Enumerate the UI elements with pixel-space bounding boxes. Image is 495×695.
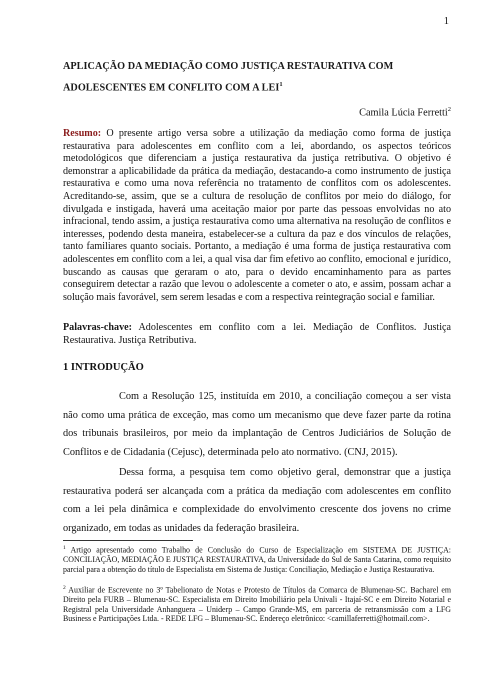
body-paragraph: Com a Resolução 125, instituída em 2010, a conciliação começou a ser vista não como uma prática de exceção, mas como um mecanismo que deve fazer parte da rotina dos tribunais brasileiros, por meio da implantação de Centros Judiciários de Solução de Conflitos e de Cidadania (Cejusc), determinada pelo ato normativo. (CNJ, 2015). <box>63 391 451 458</box>
author-name: Camila Lúcia Ferretti <box>359 107 448 119</box>
title-text: APLICAÇÃO DA MEDIAÇÃO COMO JUSTIÇA RESTAURATIVA COM ADOLESCENTES EM CONFLITO COM A LEI <box>63 61 394 94</box>
abstract-label: Resumo: <box>63 128 102 139</box>
body-paragraph: Dessa forma, a pesquisa tem como objetivo geral, demonstrar que a justiça restaurativa poderá ser alcançada com a prática da mediação com adolescentes em conflito com a lei pela dinâmica e complexidade do envolvimento crescente dos jovens no crime organizado, em todas as unidades da federação brasileira. <box>63 467 451 534</box>
section-heading: 1 INTRODUÇÃO <box>63 362 144 373</box>
abstract <box>63 128 451 304</box>
keywords-text: Adolescentes em conflito com a lei. Mediação de Conflitos. Justiça Restaurativa. Justiça Retributiva. <box>63 322 451 346</box>
footnote-2 <box>63 584 451 624</box>
page-number: 1 <box>443 16 449 27</box>
author-footnote-mark[interactable]: 2 <box>447 106 451 113</box>
footnote-1 <box>63 544 451 574</box>
keywords-label: Palavras-chave: <box>63 322 132 333</box>
abstract-text: O presente artigo versa sobre a utilização da mediação como forma de justiça restaurativa para adolescentes em conflito com a lei, abordando, os aspectos teóricos metodológicos que diferenciam a justiça restaurativa da justiça retributiva. O objetivo é demonstrar a aplicabilidade da prática da mediação, destacando-a como instrumento de justiça restaurativa e como uma nova referência no tratamento de conflitos com os adolescentes. Acreditando-se, assim, que se a cultura de resolução de conflitos por meio do diálogo, for divulgada e instigada, haverá uma aceitação maior por parte das pessoas envolvidas no ato infracional, tendo assim, a justiça restaurativa como uma alternativa na resolução de conflitos e interesses, podendo desta maneira, estabelecer-se a cultura da paz e dos vínculos de relações, tanto familiares quanto sociais. Portanto, a mediação é uma forma de justiça restaurativa com adolescentes em conflito com a lei, a qual visa dar fim efetivo ao conflito, emocional e jurídico, buscando as causas que geraram o ato, para o devido encaminhamento para as partes conseguirem detectar a razão que levou o adolescente a cometer o ato, e assim, possam achar a solução mais favorável, sem serem lesadas e com a respectiva reintegração social e familiar. <box>63 128 451 303</box>
title-footnote-mark[interactable]: 1 <box>279 81 283 88</box>
keywords <box>63 322 451 347</box>
paper-title <box>63 58 443 97</box>
footnote-mark: 2 <box>63 585 66 591</box>
footnote-text: Auxiliar de Escrevente no 3º Tabelionato de Notas e Protesto de Títulos da Comarca de Blumenau-SC. Bacharel em Direito pela FURB – Blumenau-SC. Especialista em Direito Imobiliário pela Univali - Itajaí-SC e em Direito Notarial e Registral pela Universidade Anhanguera – Uniderp – Campo Grande-MS, em parceria de retransmissão com a LFG Business e Participações Ltda. - REDE LFG – Blumenau-SC. Endereço eletrônico: <camillaferretti@hotmail.com>. <box>63 585 451 624</box>
footnote-text: Artigo apresentado como Trabalho de Conclusão do Curso de Especialização em SISTEMA DE JUSTIÇA: CONCILIAÇÃO, MEDIAÇÃO E JUSTIÇA RESTAURATIVA, da Universidade do Sul de Santa Catarina, como requisito parcial para a obtenção do título de Especialista em Sistema de Justiça: Conciliação, Mediação e Justiça Restaurativa. <box>63 545 451 574</box>
footnote-divider <box>63 540 193 541</box>
author-line <box>359 106 451 118</box>
footnote-mark: 1 <box>63 545 66 551</box>
